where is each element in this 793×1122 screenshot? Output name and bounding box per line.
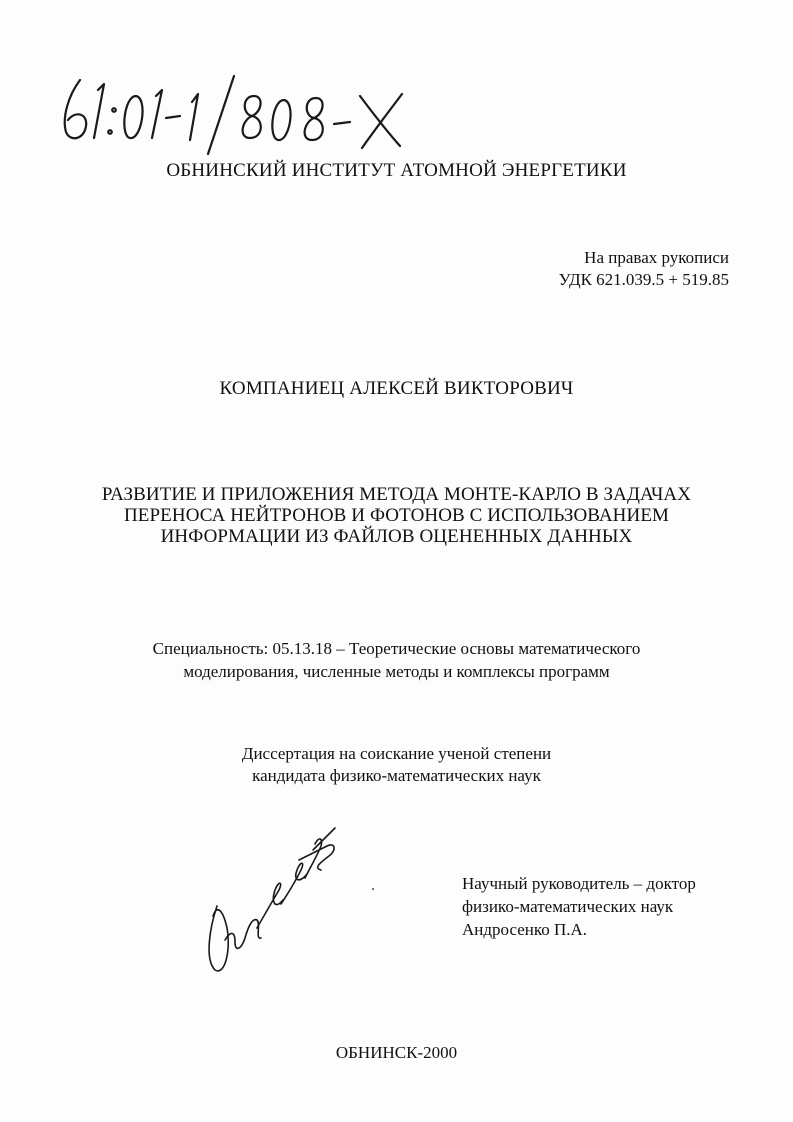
title-line: ПЕРЕНОСА НЕЙТРОНОВ И ФОТОНОВ С ИСПОЛЬЗОВАНИЕМ [123, 505, 670, 526]
udc-code: УДК 621.039.5 + 519.85 [558, 270, 729, 289]
supervisor-line: физико-математических наук [462, 897, 674, 916]
title-line: ИНФОРМАЦИИ ИЗ ФАЙЛОВ ОЦЕНЕННЫХ ДАННЫХ [160, 526, 633, 547]
author-name: КОМПАНИЕЦ АЛЕКСЕЙ ВИКТОРОВИЧ [219, 378, 574, 399]
handwritten-signature [195, 820, 345, 980]
supervisor-block [462, 872, 696, 941]
specialty-block [60, 637, 733, 683]
degree-line: Диссертация на соискание ученой степени [241, 744, 552, 763]
city-year: ОБНИНСК-2000 [335, 1043, 458, 1062]
manuscript-rights-label: На правах рукописи [584, 248, 729, 267]
dissertation-title [60, 484, 733, 547]
specialty-line: Специальность: 05.13.18 – Теоретические основы математического [152, 639, 641, 658]
institute-name: ОБНИНСКИЙ ИНСТИТУТ АТОМНОЙ ЭНЕРГЕТИКИ [166, 160, 627, 181]
degree-block [0, 743, 793, 787]
title-line: РАЗВИТИЕ И ПРИЛОЖЕНИЯ МЕТОДА МОНТЕ-КАРЛО В ЗАДАЧАХ [101, 484, 692, 505]
degree-line: кандидата физико-математических наук [252, 766, 541, 785]
specialty-line: моделирования, численные методы и комплексы программ [183, 662, 610, 681]
handwritten-archive-code [58, 66, 418, 156]
manuscript-rights-block [559, 247, 729, 291]
supervisor-line: Андросенко П.А. [462, 920, 588, 939]
paper-speck [372, 888, 374, 890]
supervisor-line: Научный руководитель – доктор [462, 874, 696, 893]
